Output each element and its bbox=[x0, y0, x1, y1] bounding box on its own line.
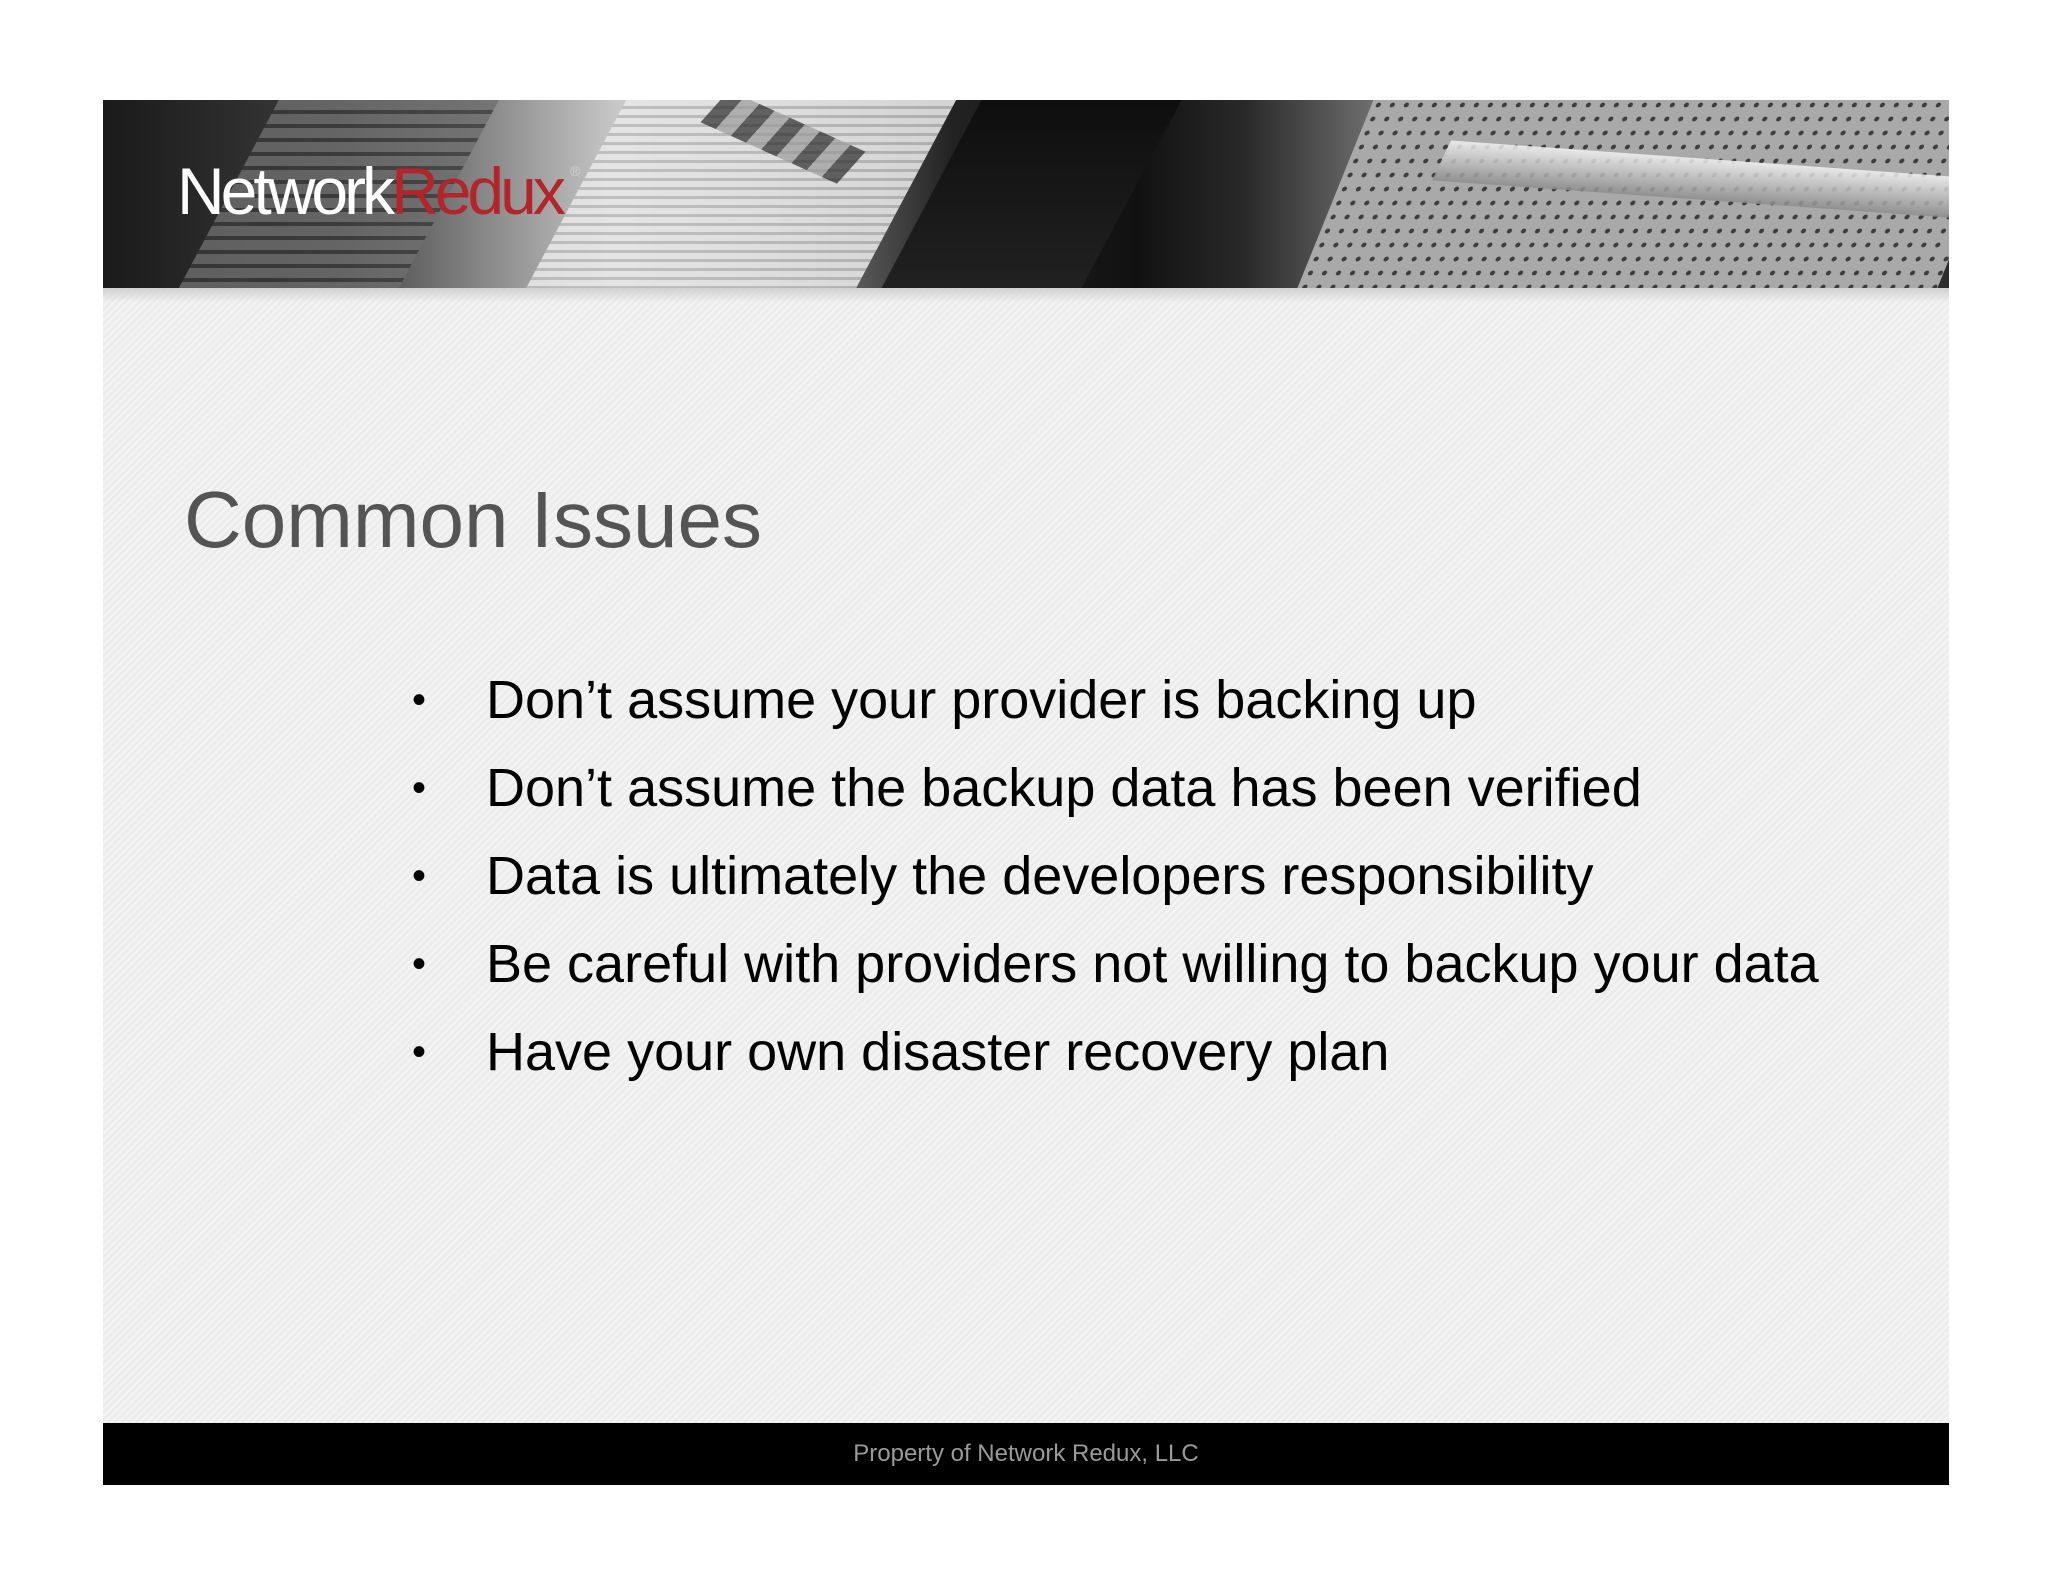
bullet-text: Data is ultimately the developers responsibility bbox=[486, 846, 1594, 906]
slide bbox=[103, 100, 1949, 1485]
slide-title: Common Issues bbox=[184, 475, 762, 564]
bullet-item bbox=[412, 656, 1819, 744]
network-redux-logo bbox=[177, 154, 581, 228]
bullet-text: Don’t assume the backup data has been verified bbox=[486, 758, 1642, 818]
bullet-item bbox=[412, 920, 1819, 1008]
logo-text-redux: Redux bbox=[391, 154, 562, 228]
logo-text-network: Network bbox=[177, 154, 392, 228]
bullet-item bbox=[412, 744, 1819, 832]
bullet-marker: • bbox=[412, 766, 427, 810]
header-banner-server-image bbox=[103, 100, 1949, 288]
footer-bar bbox=[103, 1423, 1949, 1485]
bullet-text: Have your own disaster recovery plan bbox=[486, 1022, 1390, 1082]
bullet-text: Don’t assume your provider is backing up bbox=[486, 670, 1477, 730]
bullet-marker: • bbox=[412, 854, 427, 898]
footer-copyright-text: Property of Network Redux, LLC bbox=[853, 1440, 1199, 1467]
bullet-marker: • bbox=[412, 942, 427, 986]
header-divider bbox=[103, 288, 1949, 302]
registered-mark: ® bbox=[569, 163, 581, 179]
bullet-marker: • bbox=[412, 1030, 427, 1074]
bullet-item bbox=[412, 832, 1819, 920]
bullet-marker: • bbox=[412, 678, 427, 722]
bullet-list bbox=[412, 656, 1819, 1096]
bullet-item bbox=[412, 1008, 1819, 1096]
bullet-text: Be careful with providers not willing to backup your data bbox=[486, 934, 1819, 994]
